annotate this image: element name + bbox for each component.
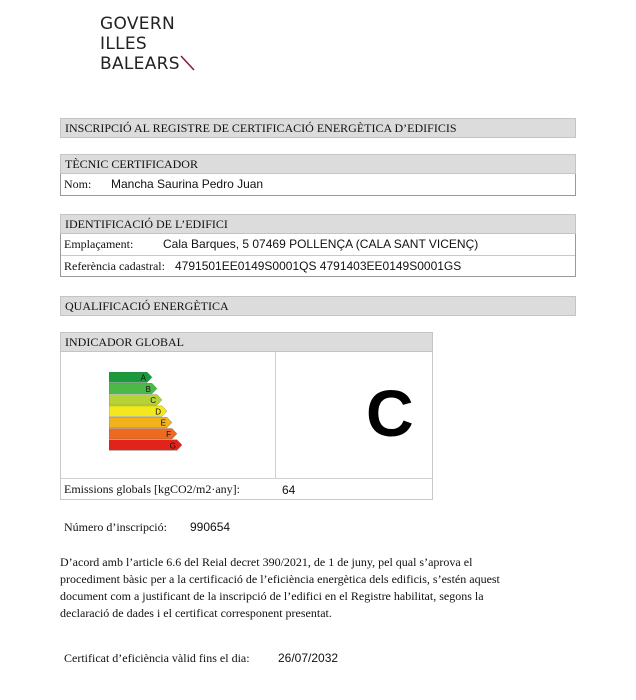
inscripcio-label: Número d’inscripció:	[64, 520, 167, 534]
indicador-global-box	[60, 352, 433, 500]
logo-slash-icon	[179, 54, 197, 72]
edifici-row-referencia	[61, 255, 575, 276]
energy-class-letter: C	[150, 396, 156, 406]
nom-value: Mancha Saurina Pedro Juan	[111, 177, 264, 191]
indicador-global-header: INDICADOR GLOBAL	[60, 332, 433, 352]
tecnic-row-nom	[61, 174, 575, 195]
energy-class-f	[109, 429, 177, 440]
qualificacio-header: QUALIFICACIÓ ENERGÈTICA	[60, 296, 576, 316]
energy-class-letter: A	[140, 373, 146, 383]
energy-class-e	[109, 417, 172, 428]
energy-class-letter: B	[145, 384, 151, 394]
edifici-row-emplacament	[61, 234, 575, 255]
emissions-value: 64	[282, 483, 296, 497]
validesa-label: Certificat d’eficiència vàlid fins el dia:	[64, 651, 250, 665]
energy-rating-letter: C	[366, 376, 414, 450]
inscripcio-value: 990654	[190, 520, 231, 534]
tecnic-box	[60, 174, 576, 196]
document-title-bar: INSCRIPCIÓ AL REGISTRE DE CERTIFICACIÓ ENERGÈTICA D’EDIFICIS	[60, 118, 576, 138]
paragraph-line-3: document com a justificant de la inscripció de l’edifici en el Registre habilitat, segons la	[60, 589, 484, 603]
paragraph-line-1: D’acord amb l’article 6.6 del Reial decret 390/2021, de 1 de juny, pel qual s’aprova el	[60, 555, 473, 569]
emplacament-value: Cala Barques, 5 07469 POLLENÇA (CALA SANT VICENÇ)	[163, 237, 479, 251]
logo-line-balears: BALEARS	[100, 54, 180, 74]
energy-scale-chart	[109, 372, 199, 462]
referencia-label: Referència cadastral:	[64, 259, 165, 273]
edifici-box	[60, 234, 576, 277]
emissions-label: Emissions globals [kgCO2/m2·any]:	[64, 482, 240, 496]
legal-paragraph	[60, 554, 560, 622]
energy-class-d	[109, 406, 167, 417]
validesa-value: 26/07/2032	[278, 651, 339, 665]
energy-class-a	[109, 372, 152, 383]
paragraph-line-2: procediment bàsic per a la certificació de l’eficiència energètica dels edificis, s’estén aquest	[60, 572, 500, 586]
paragraph-line-4: declaració de dades i el certificat corresponent presentat.	[60, 606, 332, 620]
logo-text	[100, 14, 180, 74]
nom-label: Nom:	[64, 177, 92, 191]
energy-class-letter: F	[166, 430, 171, 439]
energy-class-letter: G	[169, 441, 176, 451]
tecnic-header: TÈCNIC CERTIFICADOR	[60, 154, 576, 174]
emplacament-label: Emplaçament:	[64, 237, 134, 251]
edifici-header: IDENTIFICACIÓ DE L’EDIFICI	[60, 214, 576, 234]
energy-class-g	[109, 440, 182, 451]
logo-line-govern: GOVERN	[100, 14, 175, 34]
referencia-value: 4791501EE0149S0001QS 4791403EE0149S0001GS	[175, 259, 462, 273]
indicador-separator	[61, 478, 432, 479]
energy-class-b	[109, 383, 157, 394]
energy-class-letter: E	[160, 418, 166, 428]
energy-class-letter: D	[155, 407, 161, 417]
logo-line-illes: ILLES	[100, 34, 147, 54]
indicador-divider	[275, 352, 276, 478]
logo-mark-icon	[116, 0, 132, 2]
energy-class-c	[109, 395, 162, 406]
